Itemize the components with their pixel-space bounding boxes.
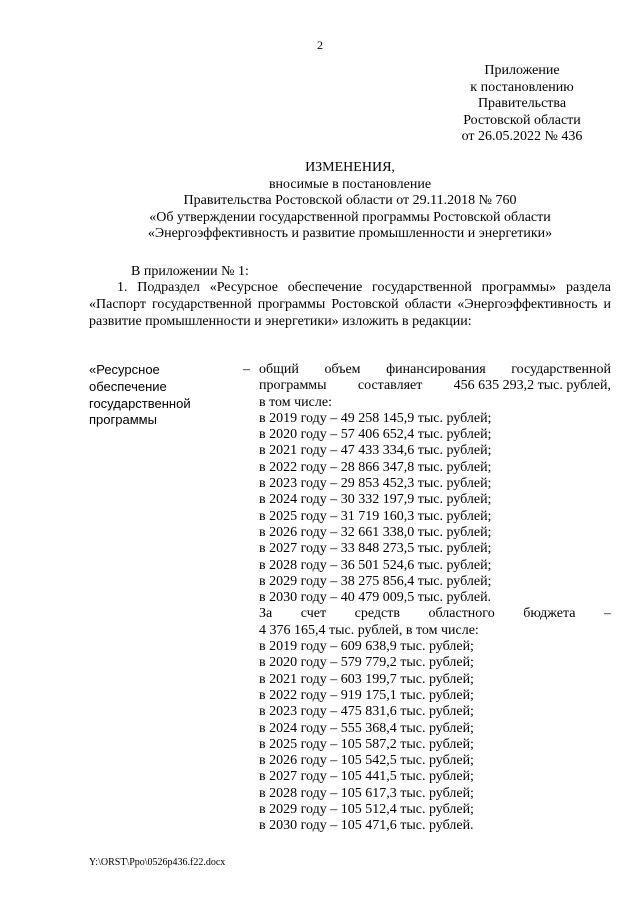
title-line: «Об утверждении государственной программы Ростовской области [149,209,551,225]
intro-line: В приложении № 1: [131,264,249,279]
document-title [60,160,640,243]
word: общий [259,362,299,377]
regional-year-row: в 2021 году – 603 199,7 тыс. рублей; [259,671,474,687]
title-line: ИЗМЕНЕНИЯ, [305,160,395,175]
regional-funding-total: 4 376 165,4 тыс. рублей, в том числе: [259,622,479,638]
word: 456 635 293,2 тыс. рублей, [453,378,611,394]
total-by-year-list [259,411,611,607]
word: бюджета [523,606,576,622]
word: областного [428,606,495,622]
title-line: вносимые в постановление [268,176,432,192]
resource-label-line: государственной [89,395,191,411]
word: счет [300,606,327,622]
total-year-row: в 2029 году – 38 275 856,4 тыс. рублей; [259,573,492,589]
resource-label-line: обеспечение [89,378,167,394]
regional-funding-line-1 [259,606,611,622]
title-line: Правительства Ростовской области от 29.11.2018 № 760 [183,193,517,208]
total-funding-line-3: в том числе: [259,394,332,410]
page-number: 2 [317,38,323,52]
regional-year-row: в 2020 году – 579 779,2 тыс. рублей; [259,655,474,671]
total-year-row: в 2026 году – 32 661 338,0 тыс. рублей; [259,524,492,540]
total-year-row: в 2023 году – 29 853 452,3 тыс. рублей; [259,476,492,492]
regional-year-row: в 2026 году – 105 542,5 тыс. рублей; [259,753,474,769]
resource-label-line: программы [89,412,157,428]
resource-label [89,362,229,429]
total-year-row: в 2022 году – 28 866 347,8 тыс. рублей; [259,459,492,475]
label-dash: – [243,362,250,377]
regional-year-row: в 2027 году – 105 441,5 тыс. рублей; [259,769,474,785]
regional-year-row: в 2024 году – 555 368,4 тыс. рублей; [259,720,474,736]
word: финансирования [386,362,486,377]
regional-by-year-list [259,639,611,835]
word: программы [259,378,327,394]
regional-year-row: в 2023 году – 475 831,6 тыс. рублей; [259,704,474,720]
resource-label-line: «Ресурсное [89,362,160,377]
regional-year-row: в 2030 году – 105 471,6 тыс. рублей. [259,818,474,834]
regional-year-row: в 2028 году – 105 617,3 тыс. рублей; [259,785,474,801]
word: объем [324,362,361,377]
item-1-paragraph: 1. Подраздел «Ресурсное обеспечение государственной программы» раздела «Паспорт государственной программы Ростовской области «Энергоэффективность и развитие промышленности и энергетики» изложить в редакции: [89,280,611,329]
word: средств [354,606,400,622]
total-year-row: в 2027 году – 33 848 273,5 тыс. рублей; [259,541,492,557]
total-year-row: в 2028 году – 36 501 524,6 тыс. рублей; [259,557,492,573]
total-funding-line-1 [259,362,611,378]
appendix-header-line: Приложение [484,63,560,78]
total-funding-line-2 [259,378,611,394]
appendix-header-line: Ростовской области [463,112,581,128]
regional-year-row: в 2019 году – 609 638,9 тыс. рублей; [259,639,474,655]
appendix-header-line: Правительства [477,96,567,111]
total-year-row: в 2019 году – 49 258 145,9 тыс. рублей; [259,410,492,426]
footer-file-path: Y:\ORST\Ppo\0526p436.f22.docx [89,857,226,868]
total-year-row: в 2024 году – 30 332 197,9 тыс. рублей; [259,492,492,508]
total-year-row: в 2030 году – 40 479 009,5 тыс. рублей. [259,590,492,606]
total-year-row: в 2025 году – 31 719 160,3 тыс. рублей; [259,508,492,524]
appendix-header-line: от 26.05.2022 № 436 [461,129,583,144]
total-year-row: в 2021 году – 47 433 334,6 тыс. рублей; [259,443,492,459]
word: За [259,606,273,622]
regional-year-row: в 2025 году – 105 587,2 тыс. рублей; [259,736,474,752]
word: – [604,606,611,622]
appendix-header-line: к постановлению [470,79,574,95]
resource-values [259,362,611,835]
word: государственной [511,362,611,377]
appendix-header [440,63,604,146]
word: составляет [357,378,423,394]
regional-year-row: в 2029 году – 105 512,4 тыс. рублей; [259,802,474,818]
total-year-row: в 2020 году – 57 406 652,4 тыс. рублей; [259,427,492,443]
regional-year-row: в 2022 году – 919 175,1 тыс. рублей; [259,687,474,703]
title-line: «Энергоэффективность и развитие промышленности и энергетики» [147,226,553,241]
